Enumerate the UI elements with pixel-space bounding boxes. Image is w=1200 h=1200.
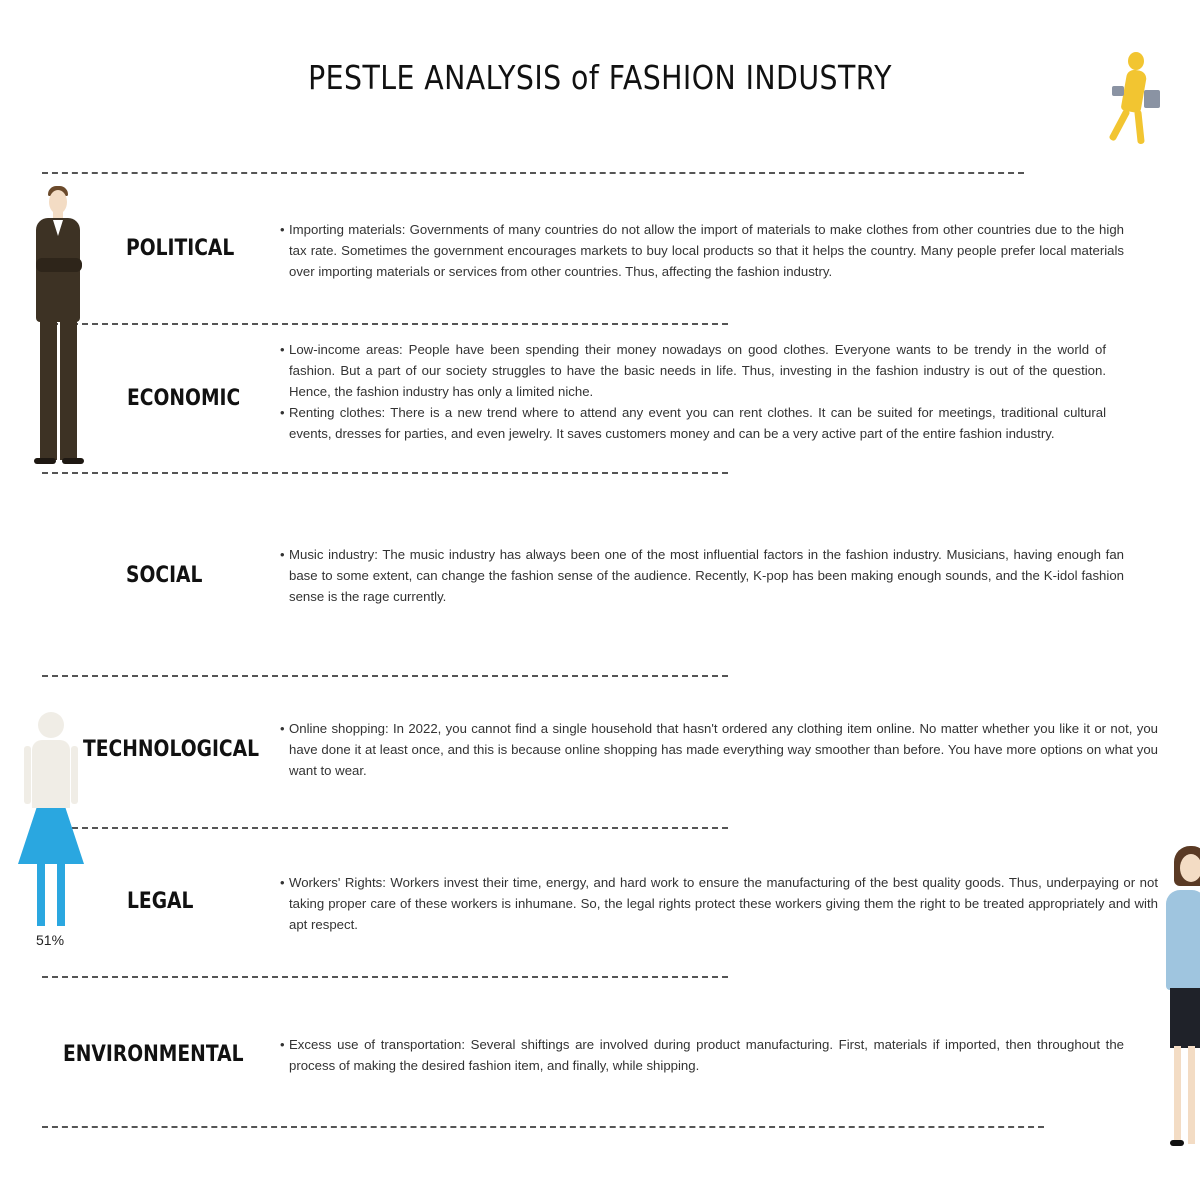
figure-percent-label: 51%: [36, 932, 65, 948]
section-divider: [42, 323, 728, 325]
label-technological: TECHNOLOGICAL: [83, 737, 260, 762]
environmental-point: • Excess use of transportation: Several shiftings are involved during product manufacturing. First, materials if imported, then throughout the process of making the desired fashion item, and finally, while shipping.: [280, 1034, 1124, 1076]
woman-with-phone-illustration: [1160, 846, 1200, 1156]
label-environmental: ENVIRONMENTAL: [63, 1042, 244, 1067]
label-political: POLITICAL: [126, 236, 235, 261]
section-divider: [42, 172, 1024, 174]
section-divider: [42, 472, 728, 474]
shopping-woman-icon: [1108, 50, 1168, 150]
economic-point: • Low-income areas: People have been spending their money nowadays on good clothes. Everyone wants to be trendy in the world of fashion. But a part of our society struggles to have the basic needs in life. Thus, investing in the fashion industry is out of the question. Hence, the fashion industry has only a limited niche.: [280, 339, 1106, 402]
section-divider: [42, 675, 728, 677]
label-economic: ECONOMIC: [127, 386, 241, 411]
section-divider: [42, 1126, 1044, 1128]
label-social: SOCIAL: [126, 563, 203, 588]
political-description: [280, 219, 1124, 282]
economic-description: [280, 339, 1106, 444]
social-description: [280, 544, 1124, 607]
social-point: • Music industry: The music industry has always been one of the most influential factors in the fashion industry. Musicians, having enough fan base to some extent, can change the fashion sense of the audience. Recently, K-pop has been making enough sounds, and the K-idol fashion sense is the rage currently.: [280, 544, 1124, 607]
economic-point: • Renting clothes: There is a new trend where to attend any event you can rent clothes. It can be suited for meetings, traditional cultural events, dresses for parties, and even jewelry. It saves customers money and can be a very active part of the entire fashion industry.: [280, 402, 1106, 444]
businesswoman-illustration: [22, 186, 94, 478]
legal-description: [280, 872, 1158, 935]
environmental-description: [280, 1034, 1124, 1076]
label-legal: LEGAL: [127, 889, 194, 914]
page-title: PESTLE ANALYSIS of FASHION INDUSTRY: [308, 58, 892, 97]
legal-point: • Workers' Rights: Workers invest their time, energy, and hard work to ensure the manufacturing of the best quality goods. Thus, underpaying or not taking proper care of these workers is inhumane. So, the legal rights protect these workers giving them the right to be treated appropriately and with apt respect.: [280, 872, 1158, 935]
political-point: • Importing materials: Governments of many countries do not allow the import of materials to make clothes from other countries due to the high tax rate. Sometimes the government encourages markets to buy local products so that it helps the country. Many people prefer local materials over importing materials or services from other countries. Thus, affecting the fashion industry.: [280, 219, 1124, 282]
technological-description: [280, 718, 1158, 781]
section-divider: [42, 976, 728, 978]
female-figure-icon: [18, 712, 86, 932]
section-divider: [42, 827, 728, 829]
technological-point: • Online shopping: In 2022, you cannot find a single household that hasn't ordered any clothing item online. No matter whether you like it or not, you have done it at least once, and this is because online shopping has made everything way smoother than before. You have more options on what you want to wear.: [280, 718, 1158, 781]
